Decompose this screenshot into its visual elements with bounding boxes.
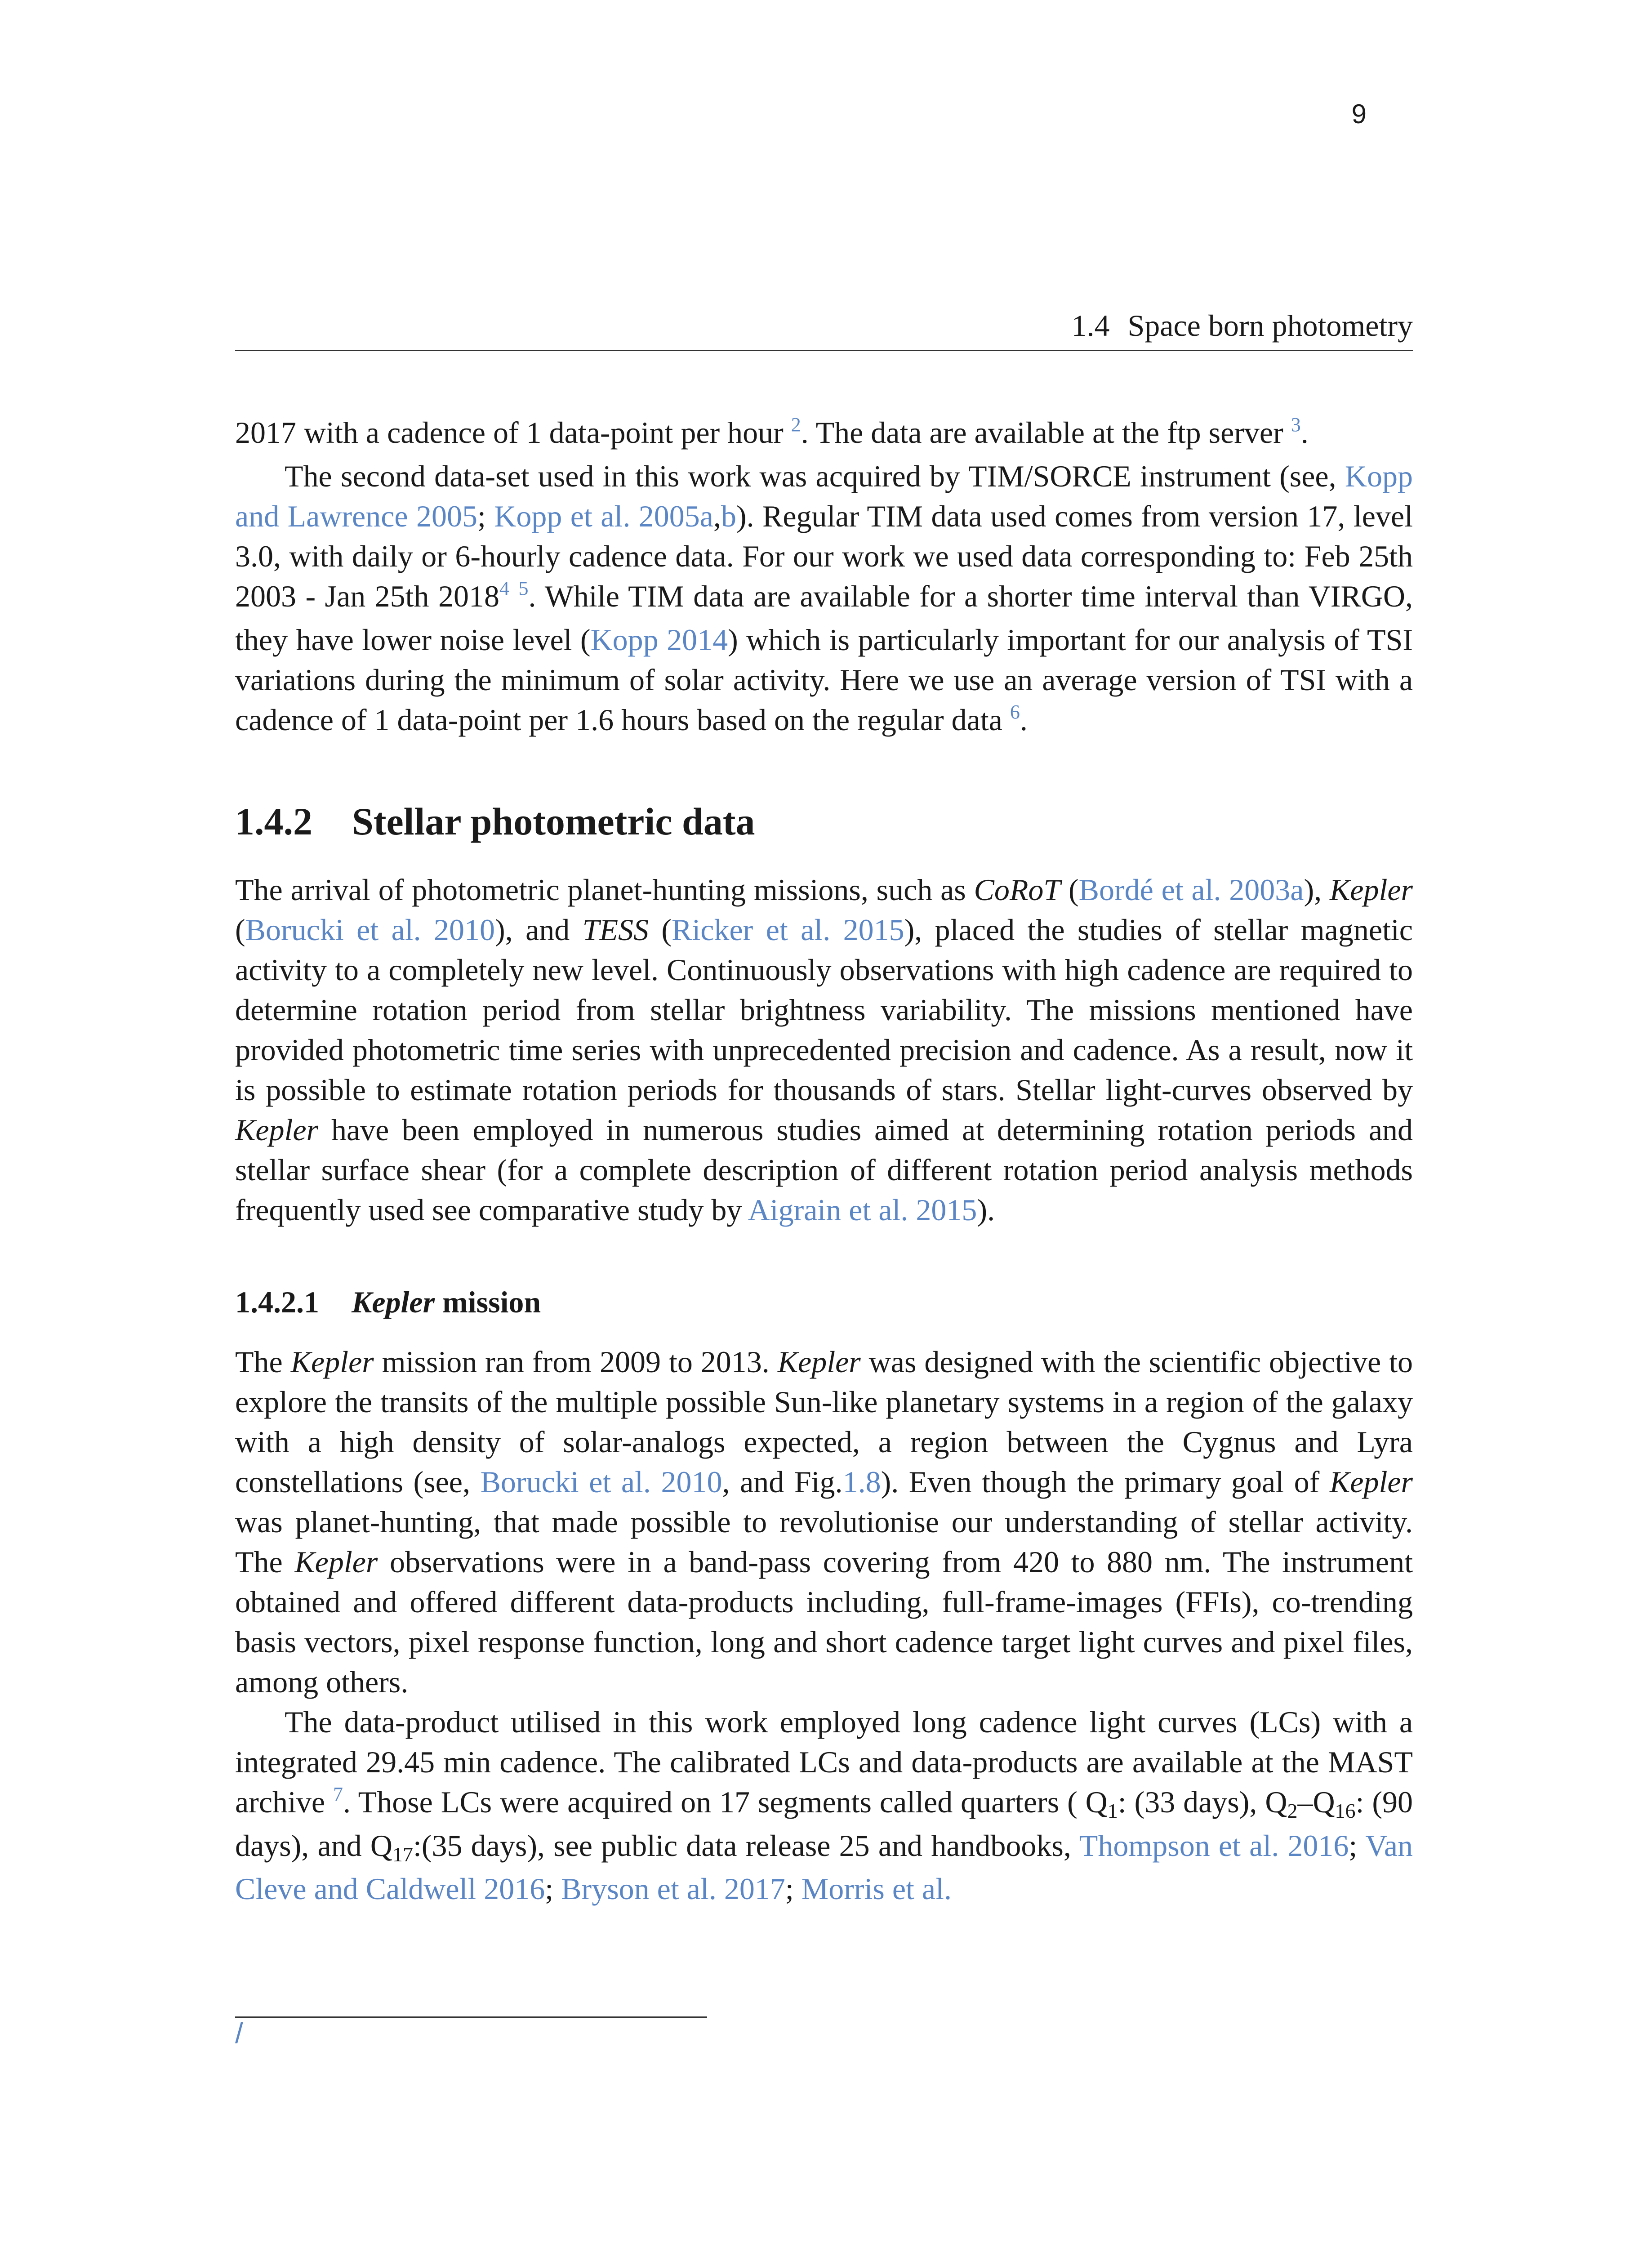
paragraph-3 (235, 870, 1413, 1230)
mission-name: Kepler (235, 1112, 319, 1147)
citation-link[interactable]: Bordé et al. 2003a (1078, 872, 1304, 907)
text: . (1300, 415, 1309, 450)
text: ). Even though the primary goal of (881, 1465, 1330, 1499)
text: have been employed in numerous studies aimed at determining rotation periods and stellar surface shear (for a complete description of different rotation period analysis methods frequently used see comparative study by (235, 1112, 1413, 1227)
text: ( (649, 912, 672, 947)
text: , and Fig. (722, 1465, 843, 1499)
paragraph-5 (235, 1702, 1413, 1909)
subsection-number: 1.4.2.1 (235, 1285, 319, 1319)
text: The arrival of photometric planet-hunting missions, such as (235, 872, 974, 907)
citation-link[interactable]: Kopp 2014 (590, 623, 728, 657)
text: , (713, 499, 721, 533)
citation-link[interactable]: Van Cleve and Caldwell 2016 (235, 1829, 1413, 1906)
mission-name: TESS (582, 912, 649, 947)
footnote-marker[interactable]: 2 (791, 414, 801, 436)
mission-name: Kepler (1329, 1465, 1413, 1499)
text: . While TIM data are available for a shorter time interval than VIRGO, they have lower noise level ( (235, 579, 1413, 657)
text: The data-product utilised in this work employed long cadence light curves (LCs) with a integrated 29.45 min cadence. The calibrated LCs and data-products are available at the MAST archive (235, 1705, 1413, 1820)
mission-name: CoRoT (974, 872, 1061, 907)
text: . (1020, 703, 1028, 737)
paragraph-4 (235, 1342, 1413, 1702)
subscript: 17 (392, 1843, 413, 1866)
paragraph-1 (235, 413, 1413, 456)
text: ). (977, 1192, 995, 1227)
subscript: 1 (1107, 1799, 1118, 1823)
footnote-rule (235, 2016, 707, 2018)
subscript: 16 (1335, 1799, 1356, 1823)
mission-name: Kepler (290, 1345, 374, 1379)
subsection-title-mission: Kepler (352, 1285, 435, 1319)
text: ( (1060, 872, 1079, 907)
text: mission ran from 2009 to 2013. (374, 1345, 778, 1379)
page-number: 9 (1351, 99, 1367, 129)
citation-link[interactable]: Borucki et al. 2010 (245, 912, 495, 947)
text: The second data-set used in this work was acquired by TIM/SORCE instrument (see, (285, 459, 1345, 493)
section-heading (235, 799, 1413, 844)
text: ; (1349, 1829, 1366, 1863)
footnote-marker[interactable]: 6 (1010, 701, 1020, 723)
running-head-section-number: 1.4 (1071, 308, 1110, 343)
footnote-marker[interactable]: 3 (1291, 414, 1301, 436)
subsection-title-rest: mission (435, 1285, 541, 1319)
header-rule (235, 350, 1413, 351)
text: ; (477, 499, 494, 533)
citation-link[interactable]: Ricker et al. 2015 (672, 912, 904, 947)
text: ), (1304, 872, 1330, 907)
citation-link[interactable]: Aigrain et al. 2015 (748, 1192, 977, 1227)
text: ( (235, 912, 245, 947)
citation-link[interactable]: Borucki et al. 2010 (480, 1465, 722, 1499)
text: . Those LCs were acquired on 17 segments called quarters ( Q (343, 1785, 1108, 1820)
body-text (235, 413, 1413, 1909)
citation-link[interactable]: Thompson et al. 2016 (1079, 1829, 1349, 1863)
mission-name: Kepler (777, 1345, 861, 1379)
citation-link[interactable]: b (721, 499, 736, 533)
text: ), placed the studies of stellar magnetic activity to a completely new level. Continuously observations with high cadence are required to determine rotation period from stellar brightness variability. The missions mentioned have provided photometric time series with unprecedented precision and cadence. As a result, now it is possible to estimate rotation periods for thousands of stars. Stellar light-curves observed by (235, 912, 1413, 1107)
citation-link[interactable]: Kopp and Lawrence 2005 (235, 459, 1413, 533)
text: ). Regular TIM data used comes from version 17, level 3.0, with daily or 6-hourly cadence data. For our work we used data corresponding to: Feb 25th 2003 - Jan 25th 2018 (235, 499, 1413, 613)
text: ; (785, 1872, 802, 1906)
text: 2017 with a cadence of 1 data-point per hour (235, 415, 791, 450)
text: ), and (495, 912, 583, 947)
subscript: 2 (1287, 1799, 1298, 1823)
text: :(35 days), see public data release 25 and handbooks, (413, 1829, 1079, 1863)
citation-link[interactable]: Kopp et al. 2005a (494, 499, 713, 533)
footnote-marker[interactable]: 7 (333, 1783, 343, 1806)
section-number: 1.4.2 (235, 800, 312, 843)
footnote-marker[interactable]: 4 (499, 577, 510, 599)
citation-link[interactable]: Bryson et al. 2017 (561, 1872, 785, 1906)
running-head-section-title: Space born photometry (1127, 308, 1413, 343)
footnote-marker[interactable]: 5 (518, 577, 529, 599)
text: The (235, 1345, 291, 1379)
text: was planet-hunting, that made possible to revolutionise our understanding of stellar activity. The (235, 1505, 1413, 1579)
text: –Q (1297, 1785, 1335, 1820)
text: . The data are available at the ftp server (801, 415, 1291, 450)
text: ; (545, 1872, 561, 1906)
footnote-mark: / (235, 2017, 243, 2049)
figure-link[interactable]: 1.8 (842, 1465, 881, 1499)
running-head (235, 310, 1413, 341)
mission-name: Kepler (294, 1545, 378, 1579)
subsection-heading (235, 1284, 1413, 1321)
citation-link[interactable]: Morris et al. (801, 1872, 952, 1906)
mission-name: Kepler (1329, 872, 1413, 907)
section-title: Stellar photometric data (352, 800, 755, 843)
text: was designed with the scientific objective to explore the transits of the multiple possible Sun-like planetary systems in a region of the galaxy with a high density of solar-analogs expected, a region between the Cygnus and Lyra constellations (see, (235, 1345, 1413, 1499)
text: observations were in a band-pass covering from 420 to 880 nm. The instrument obtained and offered different data-products including, full-frame-images (FFIs), co-trending basis vectors, pixel response function, long and short cadence target light curves and pixel files, among others. (235, 1545, 1413, 1699)
text: : (90 days), and Q (235, 1785, 1413, 1863)
text: : (33 days), Q (1118, 1785, 1287, 1820)
text: ) which is particularly important for our analysis of TSI variations during the minimum of solar activity. Here we use an average version of TSI with a cadence of 1 data-point per 1.6 hours based on the regular data (235, 623, 1413, 737)
paragraph-2 (235, 456, 1413, 744)
